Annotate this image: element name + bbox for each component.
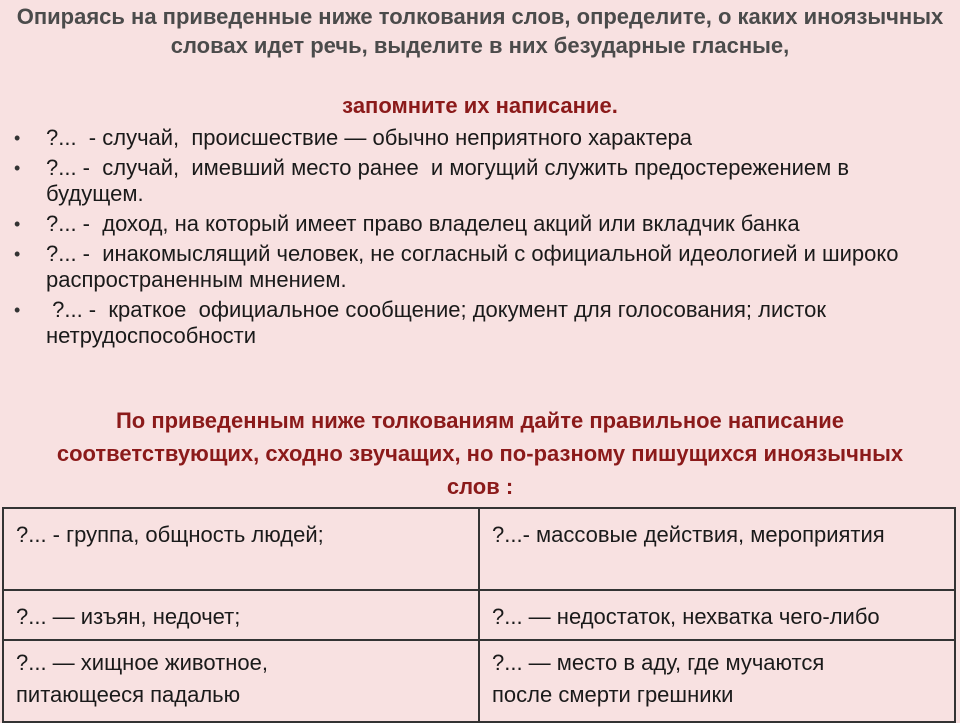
task2-table (2, 507, 956, 723)
bullet-item (0, 297, 960, 349)
bullet-icon: • (14, 214, 21, 234)
table-cell: ?... — хищное животное, питающееся падалью (3, 640, 479, 722)
bullet-item (0, 125, 960, 151)
table-cell: ?... — недостаток, нехватка чего-либо (479, 590, 955, 640)
bullet-item (0, 211, 960, 237)
table-cell: ?... — изъян, недочет; (3, 590, 479, 640)
bullet-text: ?... - краткое официальное сообщение; документ для голосования; листок нетрудоспособности (46, 297, 833, 348)
bullet-text: ?... - доход, на который имеет право владелец акций или вкладчик банка (46, 211, 800, 236)
task1-heading: Опираясь на приведенные ниже толкования слов, определите, о каких иноязычных словах идет речь, выделите в них безударные гласные, (16, 4, 944, 58)
bullet-text: ?... - случай, происшествие — обычно неприятного характера (46, 125, 693, 150)
table-row (3, 508, 955, 590)
task1-bullet-list (0, 125, 960, 353)
task2-heading: По приведенным ниже толкованиям дайте правильное написание соответствующих, сходно звучащих, но по-разному пишущихся иноязычных слов : (56, 408, 904, 499)
bullet-icon: • (14, 158, 21, 178)
bullet-icon: • (14, 244, 21, 264)
bullet-icon: • (14, 128, 21, 148)
bullet-text: ?... - инакомыслящий человек, не согласный с официальной идеологией и широко распространенным мнением. (46, 241, 905, 292)
bullet-icon: • (14, 300, 21, 320)
table-cell: ?... - группа, общность людей; (3, 508, 479, 590)
bullet-item (0, 155, 960, 207)
bullet-item (0, 241, 960, 293)
table-cell: ?... — место в аду, где мучаются после смерти грешники (479, 640, 955, 722)
table-cell: ?...- массовые действия, мероприятия (479, 508, 955, 590)
bullet-text: ?... - случай, имевший место ранее и могущий служить предостережением в будущем. (46, 155, 856, 206)
task1-heading-tail: запомните их написание. (342, 93, 618, 118)
table-row (3, 590, 955, 640)
table-row (3, 640, 955, 722)
